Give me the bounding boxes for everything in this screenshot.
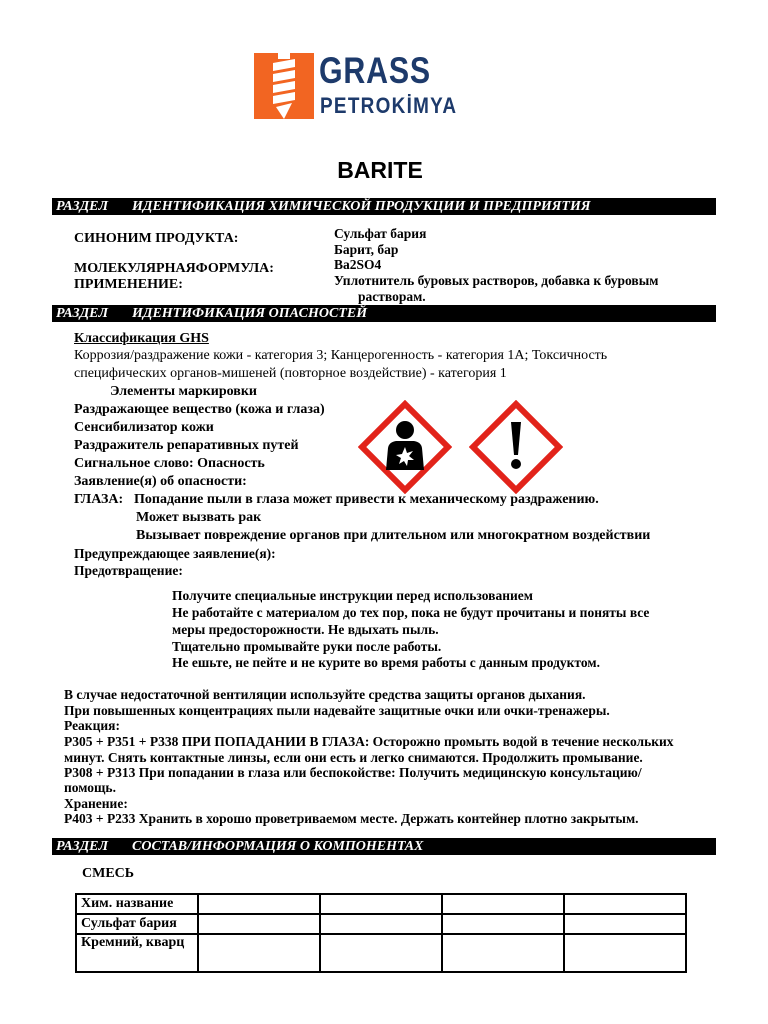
table-row xyxy=(76,914,686,934)
health-hazard-pictogram-icon xyxy=(358,400,452,494)
section-title: ИДЕНТИФИКАЦИЯ ОПАСНОСТЕЙ xyxy=(132,306,368,321)
dust-note: При повышенных концентрациях пыли надевайте защитные очки или очки-тренажеры. xyxy=(64,703,610,718)
section-bar-composition xyxy=(52,838,716,855)
section-bar-hazards xyxy=(52,305,716,322)
table-cell xyxy=(564,934,686,972)
eyes-statement: Попадание пыли в глаза может привести к механическому раздражению. xyxy=(134,492,599,507)
section-bar-identification xyxy=(52,198,716,215)
response-label: Реакция: xyxy=(64,718,120,733)
page-title: BARITE xyxy=(337,157,423,183)
logo-drill-bit-icon xyxy=(254,53,314,119)
precaution-label: Предупреждающее заявление(я): xyxy=(74,546,276,561)
section-title: ИДЕНТИФИКАЦИЯ ХИМИЧЕСКОЙ ПРОДУКЦИИ И ПРЕДПРИЯТИЯ xyxy=(132,199,591,214)
hazard-item: Раздражающее вещество (кожа и глаза) xyxy=(74,402,325,417)
exclamation-mark-pictogram-icon xyxy=(469,400,563,494)
response-line: минут. Снять контактные линзы, если они есть и легко снимаются. Продолжить промывание. xyxy=(64,750,643,765)
prevention-label: Предотвращение: xyxy=(74,563,183,578)
prevention-item: Получите специальные инструкции перед использованием xyxy=(172,588,533,603)
table-cell: Хим. название xyxy=(76,894,198,914)
cancer-statement: Может вызвать рак xyxy=(136,510,262,525)
table-cell xyxy=(198,934,320,972)
formula-value: Ba2SO4 xyxy=(334,257,382,272)
formula-label: МОЛЕКУЛЯРНАЯФОРМУЛА: xyxy=(74,261,274,276)
table-cell xyxy=(564,914,686,934)
synonym-value-2: Барит, бар xyxy=(334,242,399,257)
logo-grass-text: GRASS xyxy=(319,50,431,91)
table-row xyxy=(76,934,686,972)
table-cell xyxy=(198,914,320,934)
prevention-item: Не ешьте, не пейте и не курите во время работы с данным продуктом. xyxy=(172,655,600,670)
response-line: P308 + P313 При попадании в глаза или беспокойстве: Получить медицинскую консультацию/ xyxy=(64,765,642,780)
table-cell xyxy=(198,894,320,914)
prevention-item: Не работайте с материалом до тех пор, пока не будут прочитаны и поняты все xyxy=(172,605,650,620)
use-label: ПРИМЕНЕНИЕ: xyxy=(74,277,183,292)
section-title: СОСТАВ/ИНФОРМАЦИЯ О КОМПОНЕНТАХ xyxy=(132,839,424,854)
table-cell xyxy=(320,914,442,934)
table-cell: Сульфат бария xyxy=(76,914,198,934)
signal-word: Сигнальное слово: Опасность xyxy=(74,456,265,471)
organs-statement: Вызывает повреждение органов при длительном или многократном воздействии xyxy=(136,528,651,543)
table-cell xyxy=(442,894,564,914)
prevention-item: меры предосторожности. Не вдыхать пыль. xyxy=(172,622,439,637)
section-word: РАЗДЕЛ xyxy=(56,199,109,214)
hazard-item: Сенсибилизатор кожи xyxy=(74,420,214,435)
section-word: РАЗДЕЛ xyxy=(56,306,109,321)
storage-line: P403 + P233 Хранить в хорошо проветриваемом месте. Держать контейнер плотно закрытым. xyxy=(64,811,639,826)
table-cell xyxy=(564,894,686,914)
ghs-line-1: Коррозия/раздражение кожи - категория 3; Канцерогенность - категория 1A; Токсичность xyxy=(74,348,608,363)
use-value-2: растворам. xyxy=(358,289,426,304)
hazard-item: Раздражитель репаративных путей xyxy=(74,438,299,453)
synonym-label: СИНОНИМ ПРОДУКТА: xyxy=(74,231,239,246)
table-cell: Кремний, кварц xyxy=(76,934,198,972)
use-value-1: Уплотнитель буровых растворов, добавка к буровым xyxy=(334,273,659,288)
mixture-label: СМЕСЬ xyxy=(82,866,135,881)
label-elements-heading: Элементы маркировки xyxy=(110,384,257,399)
prevention-item: Тщательно промывайте руки после работы. xyxy=(172,639,442,654)
storage-label: Хранение: xyxy=(64,796,128,811)
hazard-statements-label: Заявление(я) об опасности: xyxy=(74,474,247,489)
section-word: РАЗДЕЛ xyxy=(56,839,109,854)
composition-table xyxy=(75,893,687,973)
ghs-heading: Классификация GHS xyxy=(74,331,209,346)
table-cell xyxy=(442,934,564,972)
ventilation-note: В случае недостаточной вентиляции используйте средства защиты органов дыхания. xyxy=(64,687,586,702)
table-row xyxy=(76,894,686,914)
table-cell xyxy=(320,894,442,914)
table-cell xyxy=(442,914,564,934)
synonym-value-1: Сульфат бария xyxy=(334,226,427,241)
ghs-line-2: специфических органов-мишеней (повторное воздействие) - категория 1 xyxy=(74,366,507,381)
response-line: помощь. xyxy=(64,780,116,795)
eyes-label: ГЛАЗА: xyxy=(74,492,124,507)
table-cell xyxy=(320,934,442,972)
logo-petrokimya-text: PETROKİMYA xyxy=(320,93,458,118)
response-line: P305 + P351 + P338 ПРИ ПОПАДАНИИ В ГЛАЗА: Осторожно промыть водой в течение нескольких xyxy=(64,734,674,749)
